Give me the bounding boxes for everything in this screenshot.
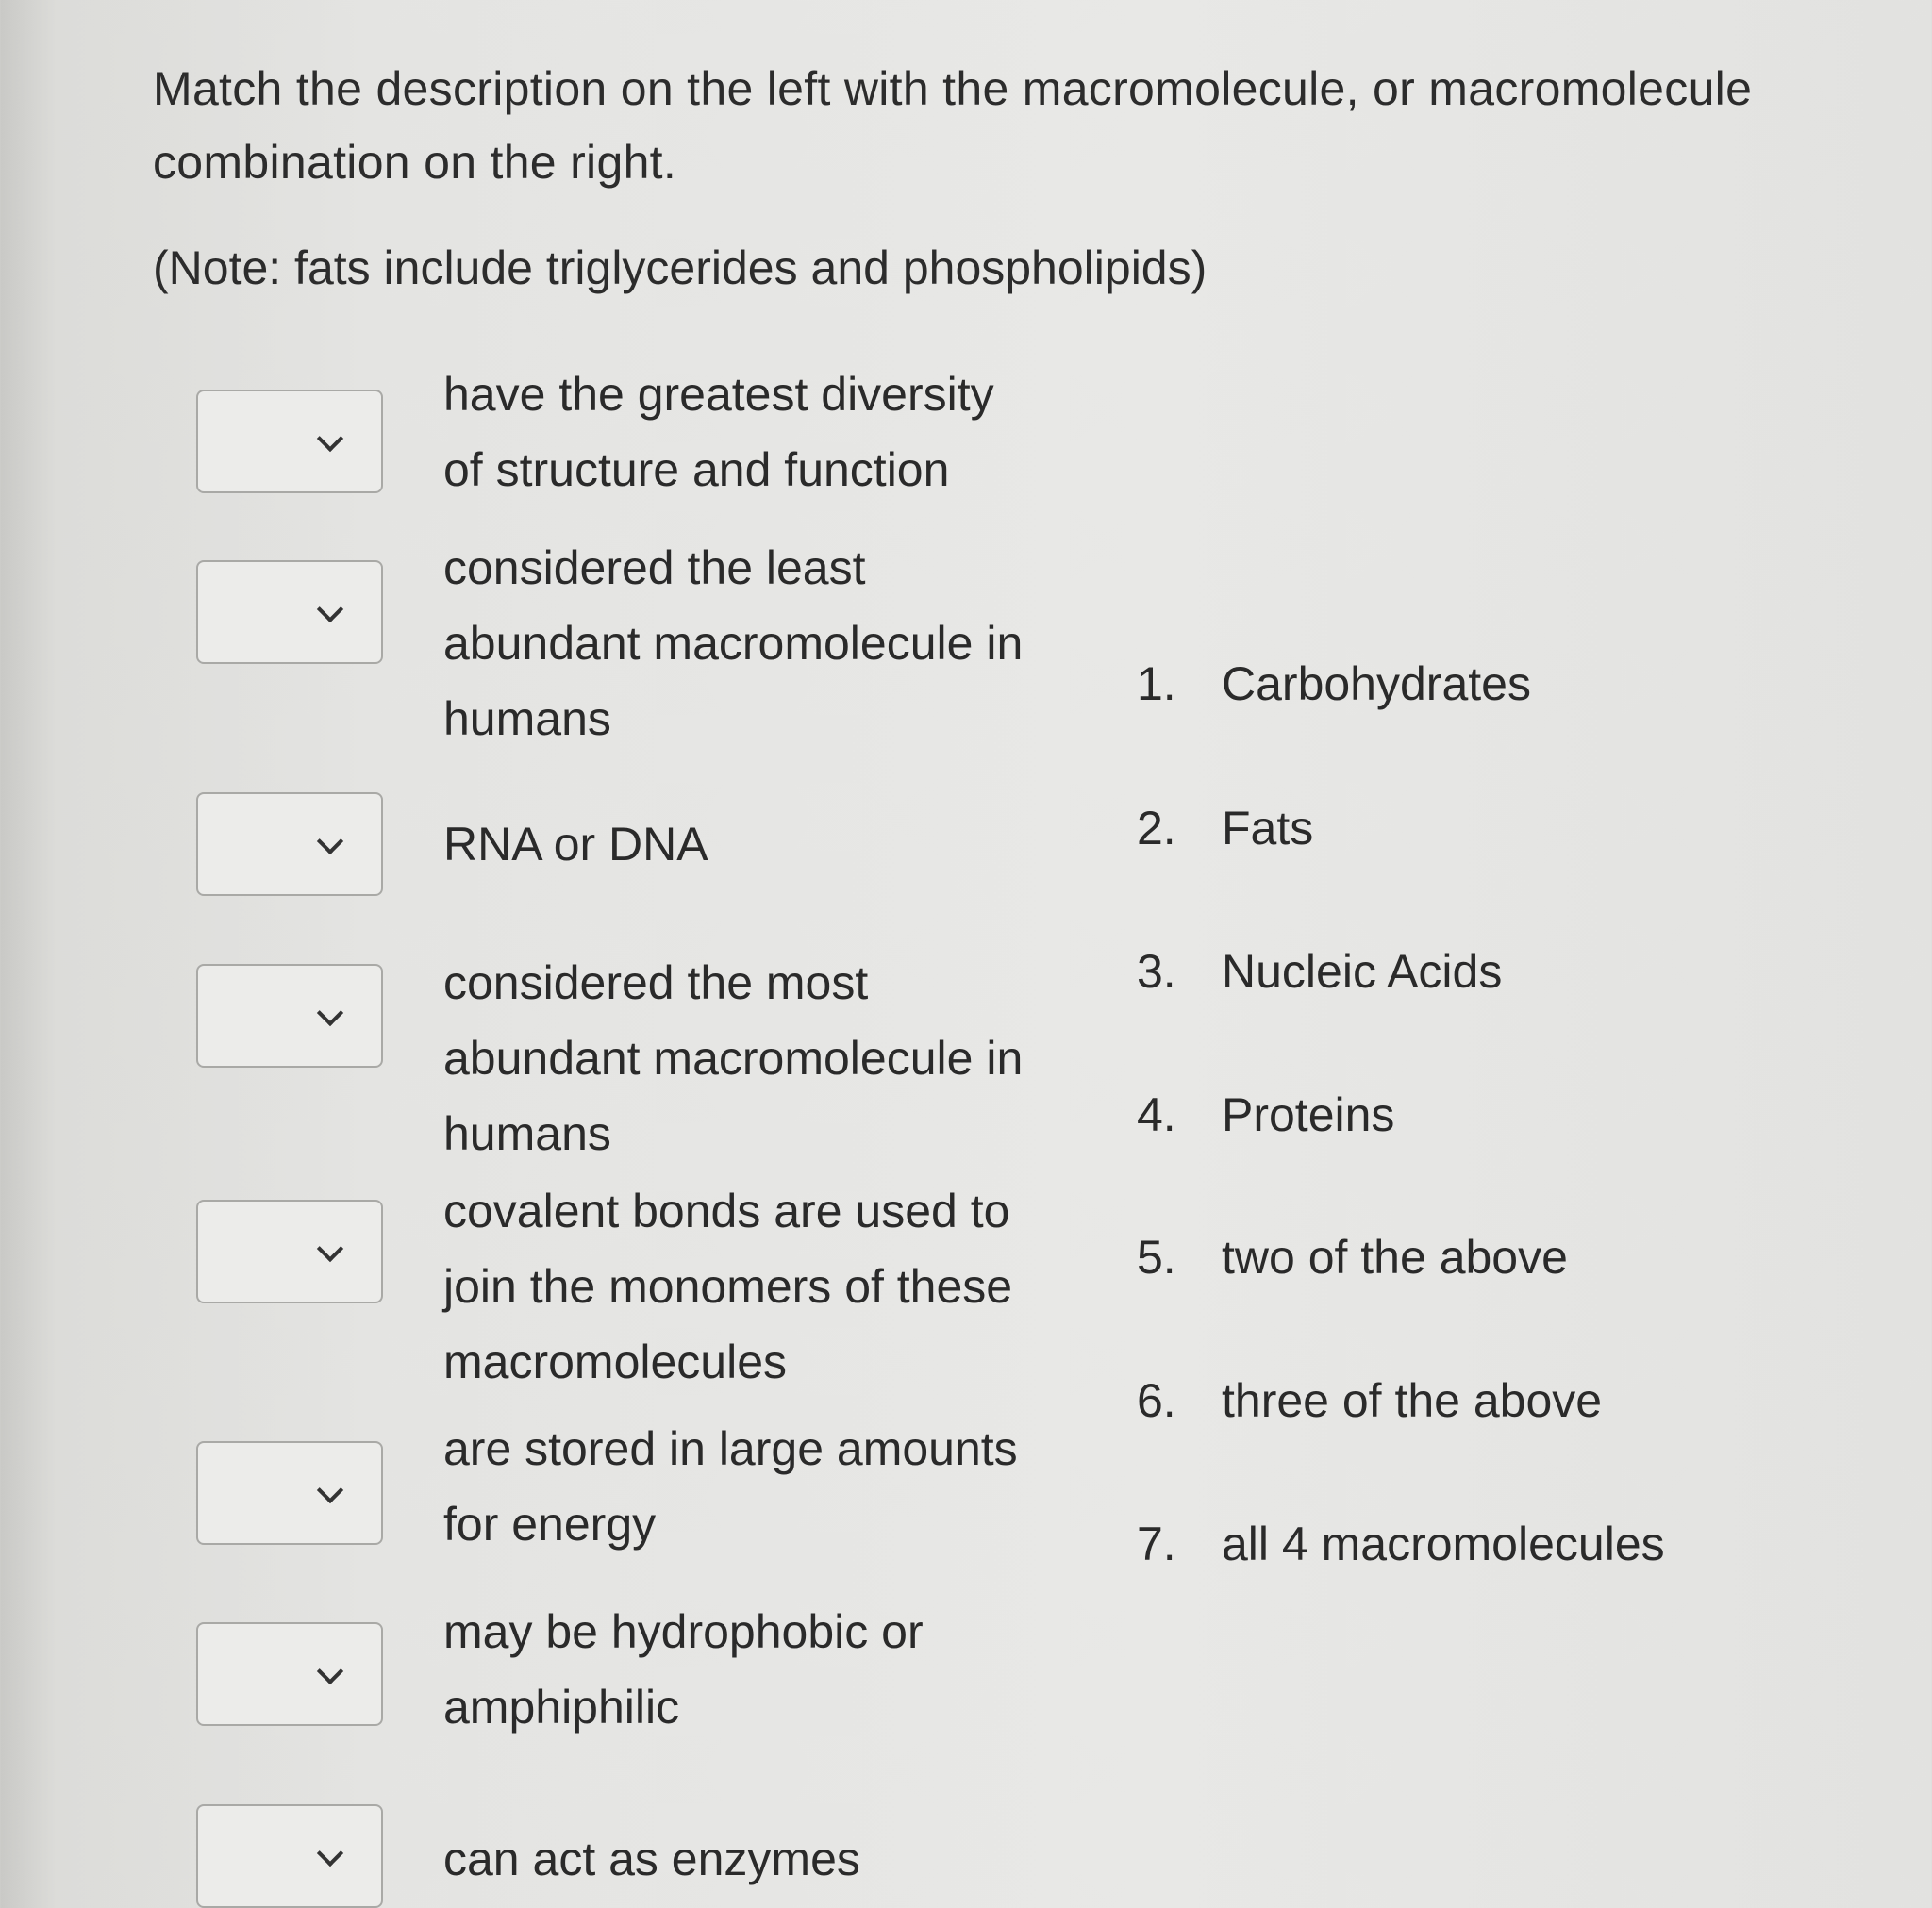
description-8: can act as enzymes (443, 1833, 860, 1885)
description-1: have the greatest diversity of structure and function (443, 368, 994, 496)
chevron-down-icon (317, 1236, 343, 1262)
chevron-down-icon (317, 425, 343, 452)
description-3: RNA or DNA (443, 818, 708, 871)
note-text: (Note: fats include triglycerides and phospholipids) (153, 241, 1208, 294)
instructions (153, 52, 1870, 199)
description-5: covalent bonds are used to join the monomers of these macromolecules (443, 1185, 1013, 1388)
answer-dropdown-2[interactable] (196, 560, 383, 664)
answer-dropdown-5[interactable] (196, 1200, 383, 1303)
answer-dropdown-1[interactable] (196, 390, 383, 493)
answer-dropdown-4[interactable] (196, 964, 383, 1068)
option-item: 2. Fats (1137, 802, 1314, 854)
answer-dropdown-8[interactable] (196, 1804, 383, 1908)
chevron-down-icon (317, 828, 343, 854)
description-2: considered the least abundant macromolecule in humans (443, 541, 1024, 745)
instructions-line-1: Match the description on the left with the macromolecule, or macromolecule (153, 62, 1753, 115)
answer-dropdown-7[interactable] (196, 1622, 383, 1726)
chevron-down-icon (317, 1000, 343, 1026)
option-item: 4. Proteins (1137, 1088, 1395, 1141)
chevron-down-icon (317, 1840, 343, 1867)
instructions-line-2: combination on the right. (153, 136, 677, 189)
description-7: may be hydrophobic or amphiphilic (443, 1605, 924, 1734)
option-item: 3. Nucleic Acids (1137, 945, 1503, 998)
option-item: 1. Carbohydrates (1137, 657, 1531, 710)
option-item: 6. three of the above (1137, 1374, 1603, 1427)
answer-dropdown-6[interactable] (196, 1441, 383, 1545)
answer-dropdown-3[interactable] (196, 792, 383, 896)
chevron-down-icon (317, 596, 343, 622)
chevron-down-icon (317, 1658, 343, 1684)
description-4: considered the most abundant macromolecule in humans (443, 956, 1024, 1160)
description-6: are stored in large amounts for energy (443, 1422, 1018, 1551)
chevron-down-icon (317, 1477, 343, 1503)
option-item: 7. all 4 macromolecules (1137, 1518, 1665, 1570)
option-item: 5. two of the above (1137, 1231, 1568, 1284)
